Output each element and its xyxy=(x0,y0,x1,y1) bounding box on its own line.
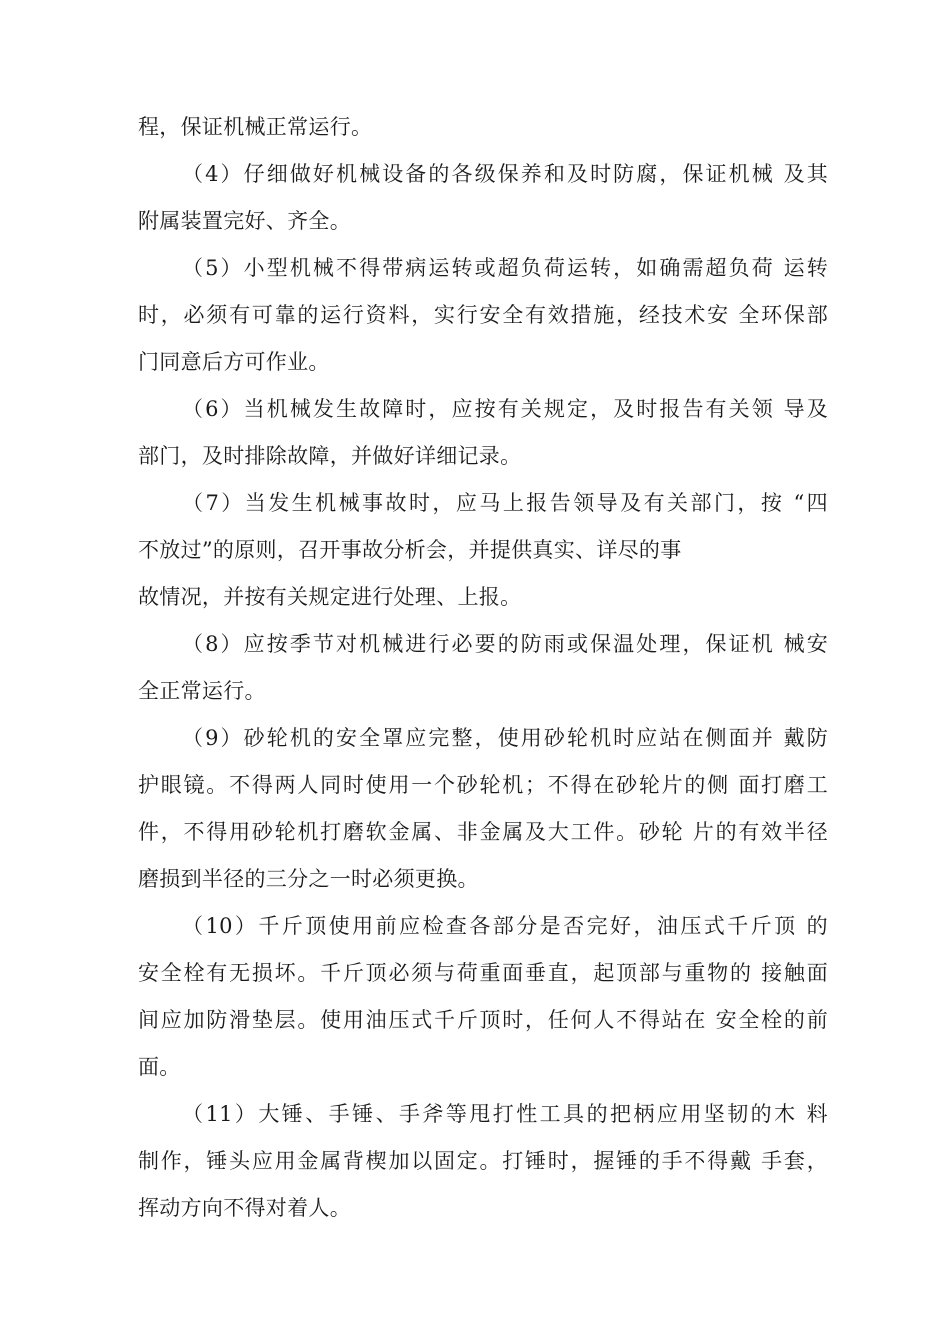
text-line: 门同意后方可作业。 xyxy=(138,350,330,374)
text-line: 安全栓有无损坏。千斤顶必须与荷重面垂直，起顶部与重物的 接触面 xyxy=(138,961,828,985)
text-line: 时，必须有可靠的运行资料，实行安全有效措施，经技术安 全环保部 xyxy=(138,303,828,327)
text-line: 护眼镜。不得两人同时使用一个砂轮机；不得在砂轮片的侧 面打磨工 xyxy=(138,773,828,797)
text-line: 面。 xyxy=(138,1055,181,1079)
text-line: （11）大锤、手锤、手斧等甩打性工具的把柄应用坚韧的木 料 xyxy=(182,1102,828,1126)
text-line: （7）当发生机械事故时，应马上报告领导及有关部门，按 “四 xyxy=(182,491,828,515)
text-line: 程，保证机械正常运行。 xyxy=(138,115,373,139)
text-line: 挥动方向不得对着人。 xyxy=(138,1196,351,1220)
text-line: 部门，及时排除故障，并做好详细记录。 xyxy=(138,444,522,468)
text-line: 制作，锤头应用金属背楔加以固定。打锤时，握锤的手不得戴 手套， xyxy=(138,1149,828,1173)
text-line: 间应加防滑垫层。使用油压式千斤顶时，任何人不得站在 安全栓的前 xyxy=(138,1008,828,1032)
text-line: 全正常运行。 xyxy=(138,679,266,703)
text-line: 磨损到半径的三分之一时必须更换。 xyxy=(138,867,479,891)
text-line: （9）砂轮机的安全罩应完整，使用砂轮机时应站在侧面并 戴防 xyxy=(182,726,828,750)
text-line: 故情况，并按有关规定进行处理、上报。 xyxy=(138,585,522,609)
text-line: （8）应按季节对机械进行必要的防雨或保温处理，保证机 械安 xyxy=(182,632,828,656)
text-line: （5）小型机械不得带病运转或超负荷运转，如确需超负荷 运转 xyxy=(182,256,828,280)
text-line: 件，不得用砂轮机打磨软金属、非金属及大工件。砂轮 片的有效半径 xyxy=(138,820,828,844)
text-line: （10）千斤顶使用前应检查各部分是否完好，油压式千斤顶 的 xyxy=(182,914,828,938)
text-line: （4）仔细做好机械设备的各级保养和及时防腐，保证机械 及其 xyxy=(182,162,828,186)
text-line: 不放过”的原则，召开事故分析会，并提供真实、详尽的事 xyxy=(138,538,682,562)
text-line: （6）当机械发生故障时，应按有关规定，及时报告有关领 导及 xyxy=(182,397,828,421)
text-line: 附属装置完好、齐全。 xyxy=(138,209,351,233)
